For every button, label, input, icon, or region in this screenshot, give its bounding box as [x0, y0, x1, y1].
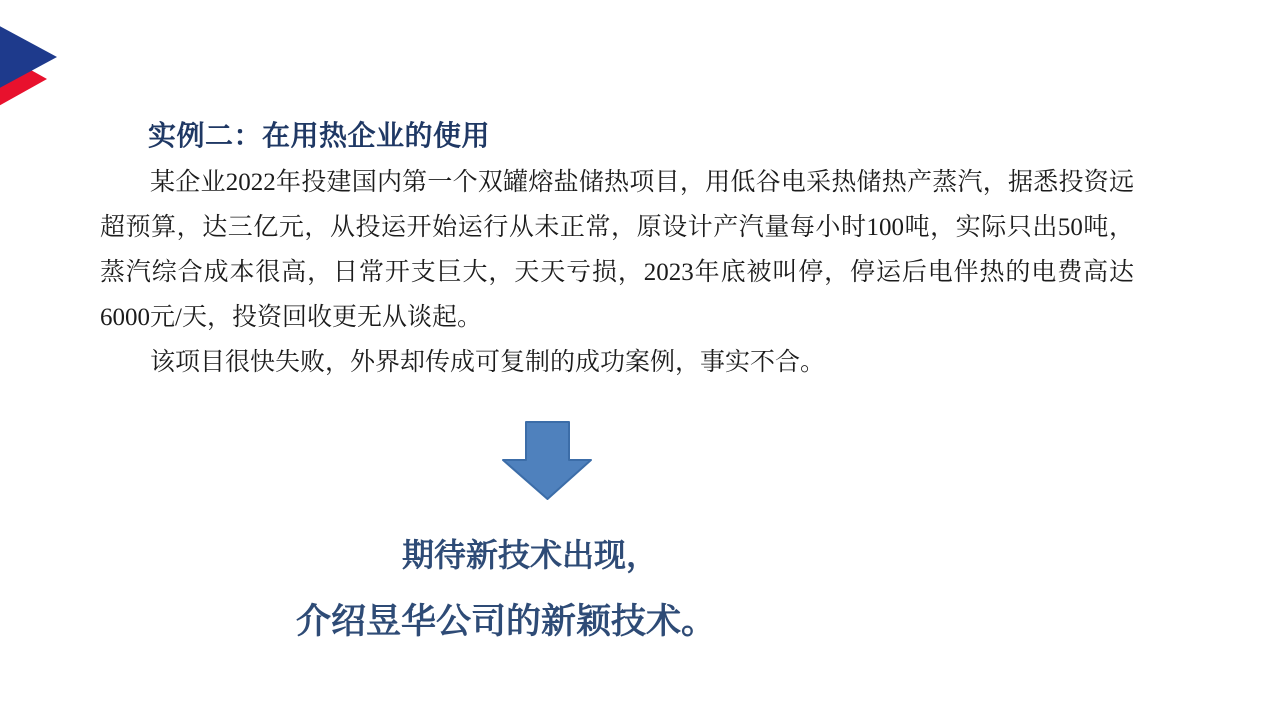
corner-triangles-icon [0, 0, 120, 130]
body-paragraph-1: 某企业2022年投建国内第一个双罐熔盐储热项目，用低谷电采热储热产蒸汽，据悉投资远超预算，达三亿元，从投运开始运行从未正常，原设计产汽量每小时100吨，实际只出50吨，蒸汽综合成本很高，日常开支巨大，天天亏损，2023年底被叫停，停运后电伴热的电费高达6000元/天，投资回收更无从谈起。 [100, 169, 1134, 331]
conclusion-line-1: 期待新技术出现， [402, 537, 659, 573]
conclusion-line-2: 介绍昱华公司的新颖技术。 [296, 602, 717, 641]
slide-title: 实例二：在用热企业的使用 [148, 120, 491, 151]
down-arrow-icon [502, 421, 592, 501]
body-paragraph-2: 该项目很快失败，外界却传成可复制的成功案例，事实不合。 [150, 349, 826, 376]
body-text-block [100, 160, 1134, 385]
